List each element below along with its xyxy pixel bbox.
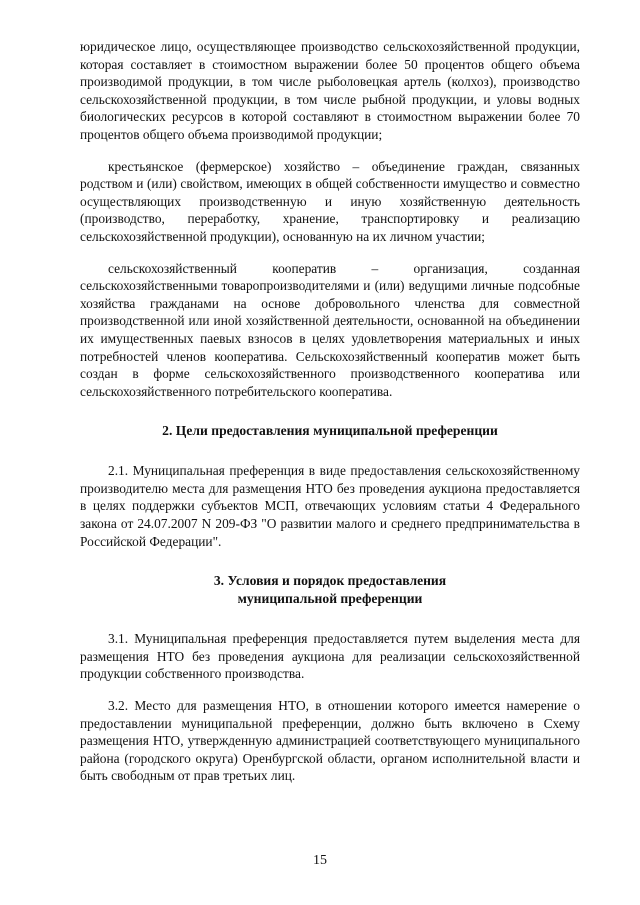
- page-number: 15: [313, 853, 327, 868]
- paragraph-legal-entity-definition: юридическое лицо, осуществляющее производство сельскохозяйственной продукции, которая составляет в стоимостном выражении более 50 процентов общего объема производимой продукции, в том числе рыболовецкая артель (колхоз), производство сельскохозяйственной продукции, в том числе рыбной продукции, и уловы водных биологических ресурсов в которой составляют в стоимостном выражении более 70 процентов общего объема производимой продукции;: [80, 39, 580, 142]
- document-page: [80, 38, 580, 785]
- section-heading-conditions-line1: 3. Условия и порядок предоставления: [213, 573, 447, 589]
- section-heading-goals: 2. Цели предоставления муниципальной преференции: [162, 423, 498, 439]
- section-heading-conditions-line2: муниципальной преференции: [237, 591, 423, 607]
- paragraph-2-1: 2.1. Муниципальная преференция в виде предоставления сельскохозяйственному производителю места для размещения НТО без проведения аукциона предоставляется в целях поддержки субъектов МСП, отвечающих условиям статьи 4 Федерального закона от 24.07.2007 N 209-ФЗ "О развитии малого и среднего предпринимательства в Российской Федерации".: [80, 463, 580, 549]
- paragraph-3-1: 3.1. Муниципальная преференция предоставляется путем выделения места для размещения НТО без проведения аукциона для реализации сельскохозяйственной продукции собственного производства.: [80, 631, 580, 682]
- paragraph-cooperative-definition: сельскохозяйственный кооператив – организация, созданная сельскохозяйственными товаропроизводителями и (или) ведущими личные подсобные хозяйства гражданами на основе добровольного членства для совместной производственной или иной хозяйственной деятельности, основанной на объединении их имущественных паевых взносов в целях удовлетворения материальных и иных потребностей членов кооператива. Сельскохозяйственный кооператив может быть создан в форме сельскохозяйственного производственного кооператива или сельскохозяйственного потребительского кооператива.: [80, 260, 580, 399]
- paragraph-3-2: 3.2. Место для размещения НТО, в отношении которого имеется намерение о предоставлении муниципальной преференции, должно быть включено в Схему размещения НТО, утвержденную администрацией соответствующего муниципального района (городского округа) Оренбургской области, органом исполнительной власти и быть свободным от прав третьих лиц.: [80, 698, 580, 784]
- paragraph-farm-definition: крестьянское (фермерское) хозяйство – объединение граждан, связанных родством и (или) свойством, имеющих в общей собственности имущество и совместно осуществляющих производственную и иную хозяйственную деятельность (производство, переработку, хранение, транспортировку и реализацию сельскохозяйственной продукции), основанную на их личном участии;: [80, 158, 580, 244]
